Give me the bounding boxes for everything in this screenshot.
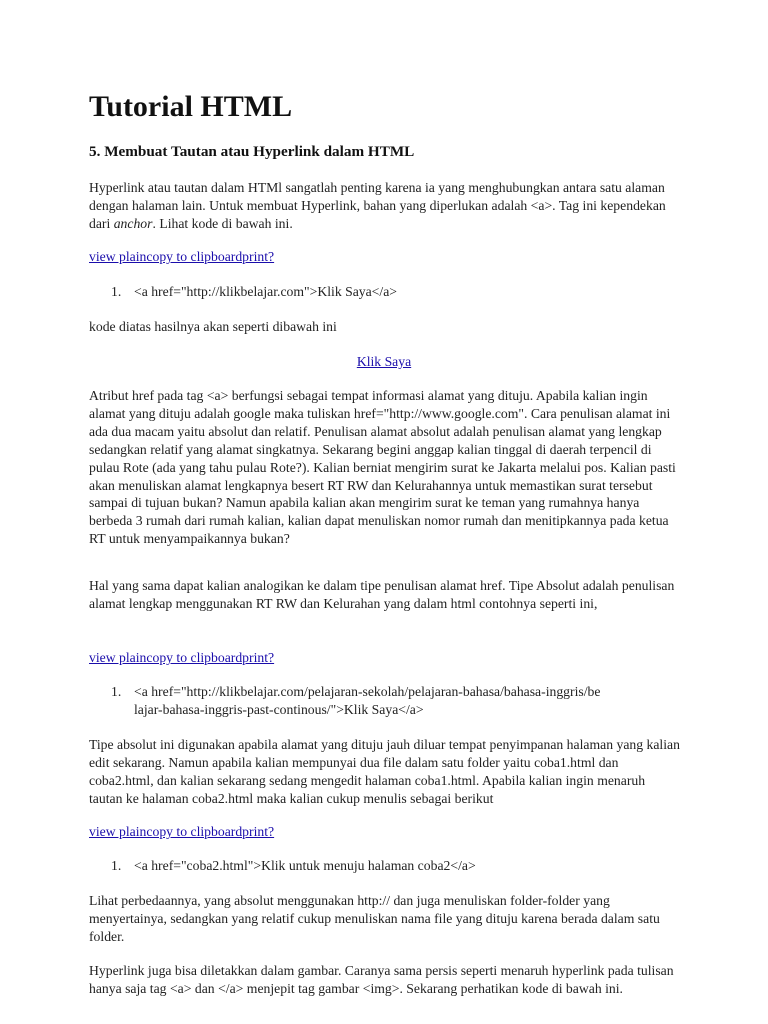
comparison-paragraph: Lihat perbedaannya, yang absolut menggunakan http:// dan juga menuliskan folder-folder yang menyertainya, sedangkan yang relatif cukup menuliskan nama file yang dituju karena berada dalam satu folder. [89, 893, 660, 944]
code-toolbar-2 [89, 649, 274, 667]
page-title: Tutorial HTML [89, 90, 293, 123]
image-link-paragraph: Hyperlink juga bisa diletakkan dalam gambar. Caranya sama persis seperti menaruh hyperlink pada tulisan hanya saja tag <a> dan </a> menjepit tag gambar <img>. Sekarang perhatikan kode di bawah ini. [89, 963, 674, 996]
absolute-usage-paragraph: Tipe absolut ini digunakan apabila alamat yang dituju jauh diluar tempat penyimpanan halaman yang kalian edit sekarang. Namun apabila kalian mempunyai dua file dalam satu folder yaitu coba1.html dan coba2.html, dan kalian sekarang sedang mengedit halaman coba1.html. Apabila kalian ingin menaruh tautan ke halaman coba2.html maka kalian cukup menulis sebagai berikut [89, 737, 680, 806]
code-line-number: 1. [111, 284, 122, 299]
code-toolbar-3 [89, 823, 274, 841]
code-toolbar-1 [89, 248, 274, 266]
result-caption: kode diatas hasilnya akan seperti dibawah ini [89, 319, 337, 334]
code-line-text: <a href="http://klikbelajar.com">Klik Saya</a> [134, 284, 398, 299]
view-plain-copy-link-3[interactable]: view plaincopy to clipboardprint? [89, 824, 275, 839]
code-line-text: <a href="http://klikbelajar.com/pelajaran-sekolah/pelajaran-bahasa/bahasa-inggris/belajar-bahasa-inggris-past-continous/">Klik Saya</a> [134, 684, 601, 717]
intro-paragraph [89, 179, 681, 233]
view-plain-copy-link-2[interactable]: view plaincopy to clipboardprint? [89, 650, 275, 665]
intro-text-start: Hyperlink atau tautan dalam HTMl sangatlah penting karena ia yang menghubungkan antara satu alaman dengan halaman lain. Untuk membuat Hyperlink, bahan yang diperlukan adalah <a>. Tag ini kependekan dari [89, 180, 666, 231]
intro-emphasis: anchor [113, 215, 153, 231]
code-line-number: 1. [111, 684, 122, 699]
analogy-paragraph: Hal yang sama dapat kalian analogikan ke dalam tipe penulisan alamat href. Tipe Absolut adalah penulisan alamat lengkap menggunakan RT RW dan Kelurahan yang dalam html contohnya seperti ini, [89, 578, 675, 611]
code-line-number: 1. [111, 858, 122, 873]
demo-link-container [89, 353, 679, 371]
href-explanation-paragraph: Atribut href pada tag <a> berfungsi sebagai tempat informasi alamat yang dituju. Apabila kalian ingin alamat yang dituju adalah google maka tuliskan href="http://www.google.com". Cara penulisan alamat ini ada dua macam yaitu absolut dan relatif. Penulisan alamat absolut adalah penulisan alamat yang lengkap sedangkan relatif yang alamat singkatnya. Sekarang begini anggap kalian tinggal di daerah terpencil di pulau Rote (ada yang tahu pulau Rote?). Kalian berniat mengirim surat ke Jakarta melalui pos. Kalian pasti akan menuliskan alamat lengkapnya besert RT RW dan Kelurahannya untuk memastikan surat tersebut sampai di tujuan bukan? Namun apabila kalian akan mengirim surat ke teman yang rumahnya hanya berbeda 3 rumah dari rumah kalian, kalian dapat menuliskan nomor rumah dan menitipkannya pada ketua RT untuk menyampaikannya bukan? [89, 388, 676, 547]
code-line-text: <a href="coba2.html">Klik untuk menuju halaman coba2</a> [134, 858, 476, 873]
intro-text-end: . Lihat kode di bawah ini. [152, 215, 293, 231]
view-plain-copy-link-1[interactable]: view plaincopy to clipboardprint? [89, 249, 275, 264]
section-heading: 5. Membuat Tautan atau Hyperlink dalam HTML [89, 143, 415, 160]
klik-saya-link[interactable]: Klik Saya [356, 354, 412, 369]
